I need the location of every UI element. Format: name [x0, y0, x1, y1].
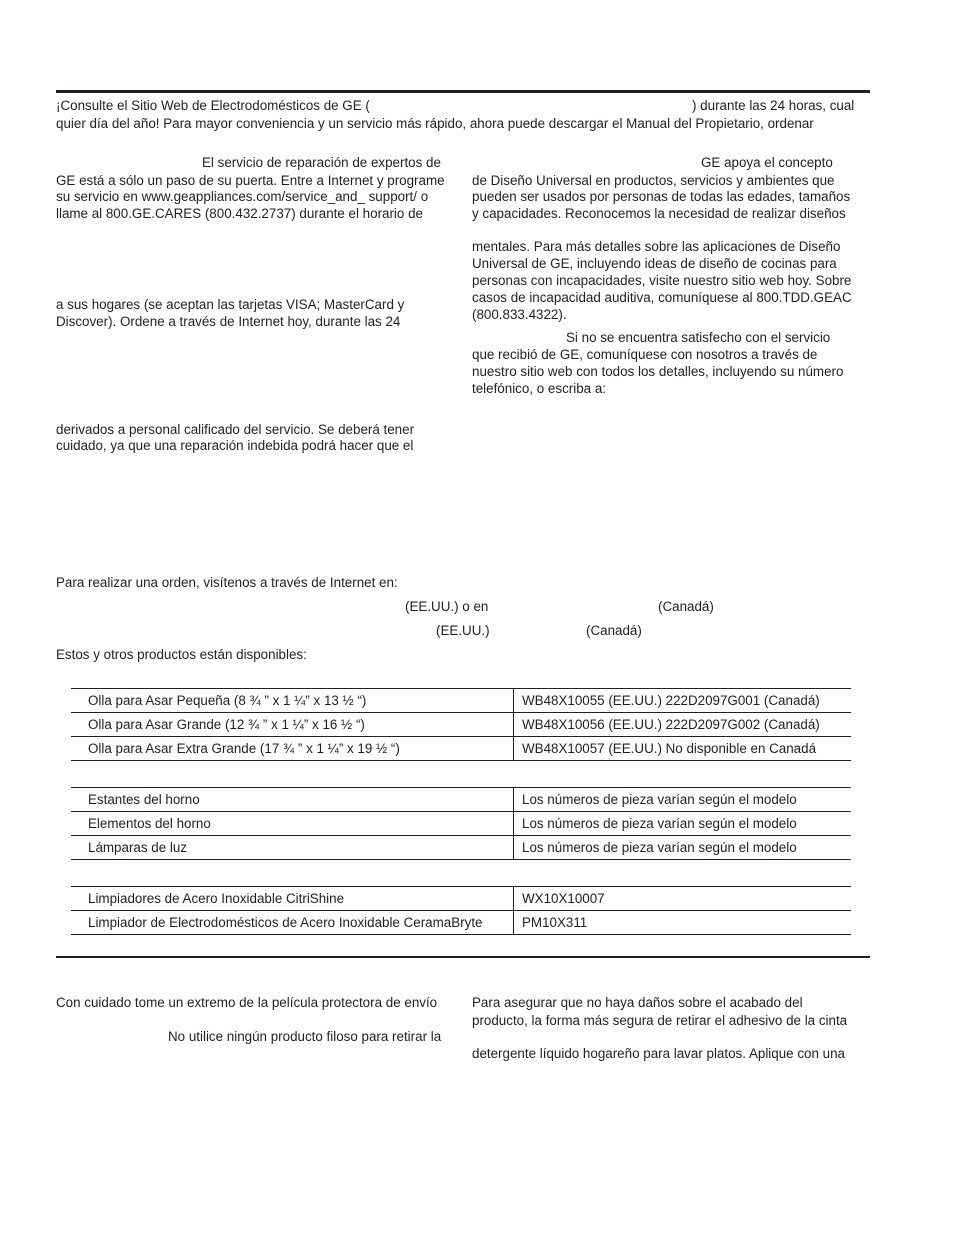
- right-col-line: y capacidades. Reconocemos la necesidad de realizar diseños: [472, 206, 846, 221]
- table-row: [71, 836, 851, 860]
- table-cell: PM10X311: [514, 911, 852, 935]
- table-row: [71, 887, 851, 911]
- intro-line-1b: ) durante las 24 horas, cual: [692, 98, 855, 113]
- left-col-line: GE está a sólo un paso de su puerta. Entre a Internet y programe: [56, 173, 445, 188]
- order-intro: Para realizar una orden, visítenos a través de Internet en:: [56, 575, 398, 590]
- intro-line-1a: ¡Consulte el Sitio Web de Electrodomésticos de GE (: [56, 98, 370, 113]
- table-cell: Los números de pieza varían según el modelo: [514, 812, 852, 836]
- table-cell: Limpiadores de Acero Inoxidable CitriShine: [71, 887, 514, 911]
- section-rule: [56, 956, 870, 958]
- left-col-line: llame al 800.GE.CARES (800.432.2737) durante el horario de: [56, 206, 423, 221]
- table-cell: WB48X10055 (EE.UU.) 222D2097G001 (Canadá): [514, 689, 852, 713]
- table-row: [71, 689, 851, 713]
- right-col-line: Si no se encuentra satisfecho con el servicio: [566, 330, 831, 345]
- bottom-right-line: producto, la forma más segura de retirar el adhesivo de la cinta: [472, 1013, 848, 1028]
- table-cell: Lámparas de luz: [71, 836, 514, 860]
- bottom-right-line: detergente líquido hogareño para lavar platos. Aplique con una: [472, 1046, 845, 1061]
- table-cell: Estantes del horno: [71, 788, 514, 812]
- left-col-line: su servicio en www.geappliances.com/service_and_ support/ o: [56, 189, 429, 204]
- table-cell: Elementos del horno: [71, 812, 514, 836]
- intro-line-2: quier día del año! Para mayor conveniencia y un servicio más rápido, ahora puede descargar el Manual del Propietario, ordenar: [56, 116, 814, 131]
- left-col-line: cuidado, ya que una reparación indebida podrá hacer que el: [56, 438, 414, 453]
- table-row: [71, 713, 851, 737]
- order-us-2: (EE.UU.): [436, 623, 490, 638]
- right-col-line: nuestro sitio web con todos los detalles, incluyendo su número: [472, 364, 844, 379]
- table-cell: Limpiador de Electrodomésticos de Acero Inoxidable CeramaBryte: [71, 911, 514, 935]
- right-col-line: casos de incapacidad auditiva, comuníquese al 800.TDD.GEAC: [472, 290, 852, 305]
- order-canada-2: (Canadá): [586, 623, 642, 638]
- table-cell: Olla para Asar Pequeña (8 ¾ ” x 1 ¼” x 13 ½ “): [71, 689, 514, 713]
- right-col-line: pueden ser usados por personas de todas las edades, tamaños: [472, 189, 851, 204]
- left-col-line: derivados a personal calificado del servicio. Se deberá tener: [56, 422, 415, 437]
- bottom-left-line: Con cuidado tome un extremo de la película protectora de envío: [56, 995, 438, 1010]
- table-row: [71, 812, 851, 836]
- top-rule: [56, 90, 870, 93]
- table-cell: Olla para Asar Extra Grande (17 ¾ ” x 1 ¼” x 19 ½ “): [71, 737, 514, 761]
- right-col-line: (800.833.4322).: [472, 307, 567, 322]
- products-available: Estos y otros productos están disponibles:: [56, 647, 307, 662]
- left-col-line: Discover). Ordene a través de Internet hoy, durante las 24: [56, 314, 401, 329]
- table-cell: WX10X10007: [514, 887, 852, 911]
- broiler-pan-table: [71, 688, 851, 761]
- right-col-line: mentales. Para más detalles sobre las aplicaciones de Diseño: [472, 239, 841, 254]
- table-row: [71, 788, 851, 812]
- table-cell: Los números de pieza varían según el modelo: [514, 788, 852, 812]
- left-col-line: El servicio de reparación de expertos de: [202, 155, 441, 170]
- cleaners-table: [71, 886, 851, 935]
- table-row: [71, 911, 851, 935]
- right-col-line: de Diseño Universal en productos, servicios y ambientes que: [472, 173, 835, 188]
- order-us-1: (EE.UU.) o en: [405, 599, 489, 614]
- table-row: [71, 737, 851, 761]
- oven-parts-table: [71, 787, 851, 860]
- bottom-right-line: Para asegurar que no haya daños sobre el acabado del: [472, 995, 803, 1010]
- right-col-line: que recibió de GE, comuníquese con nosotros a través de: [472, 347, 818, 362]
- right-col-line: GE apoya el concepto: [701, 155, 833, 170]
- table-cell: WB48X10056 (EE.UU.) 222D2097G002 (Canadá): [514, 713, 852, 737]
- right-col-line: telefónico, o escriba a:: [472, 381, 606, 396]
- right-col-line: personas con incapacidades, visite nuestro sitio web hoy. Sobre: [472, 273, 852, 288]
- table-cell: Olla para Asar Grande (12 ¾ ” x 1 ¼” x 16 ½ “): [71, 713, 514, 737]
- order-canada-1: (Canadá): [658, 599, 714, 614]
- table-cell: WB48X10057 (EE.UU.) No disponible en Canadá: [514, 737, 852, 761]
- bottom-left-line: No utilice ningún producto filoso para retirar la: [168, 1029, 442, 1044]
- left-col-line: a sus hogares (se aceptan las tarjetas VISA; MasterCard y: [56, 297, 405, 312]
- table-cell: Los números de pieza varían según el modelo: [514, 836, 852, 860]
- right-col-line: Universal de GE, incluyendo ideas de diseño de cocinas para: [472, 256, 837, 271]
